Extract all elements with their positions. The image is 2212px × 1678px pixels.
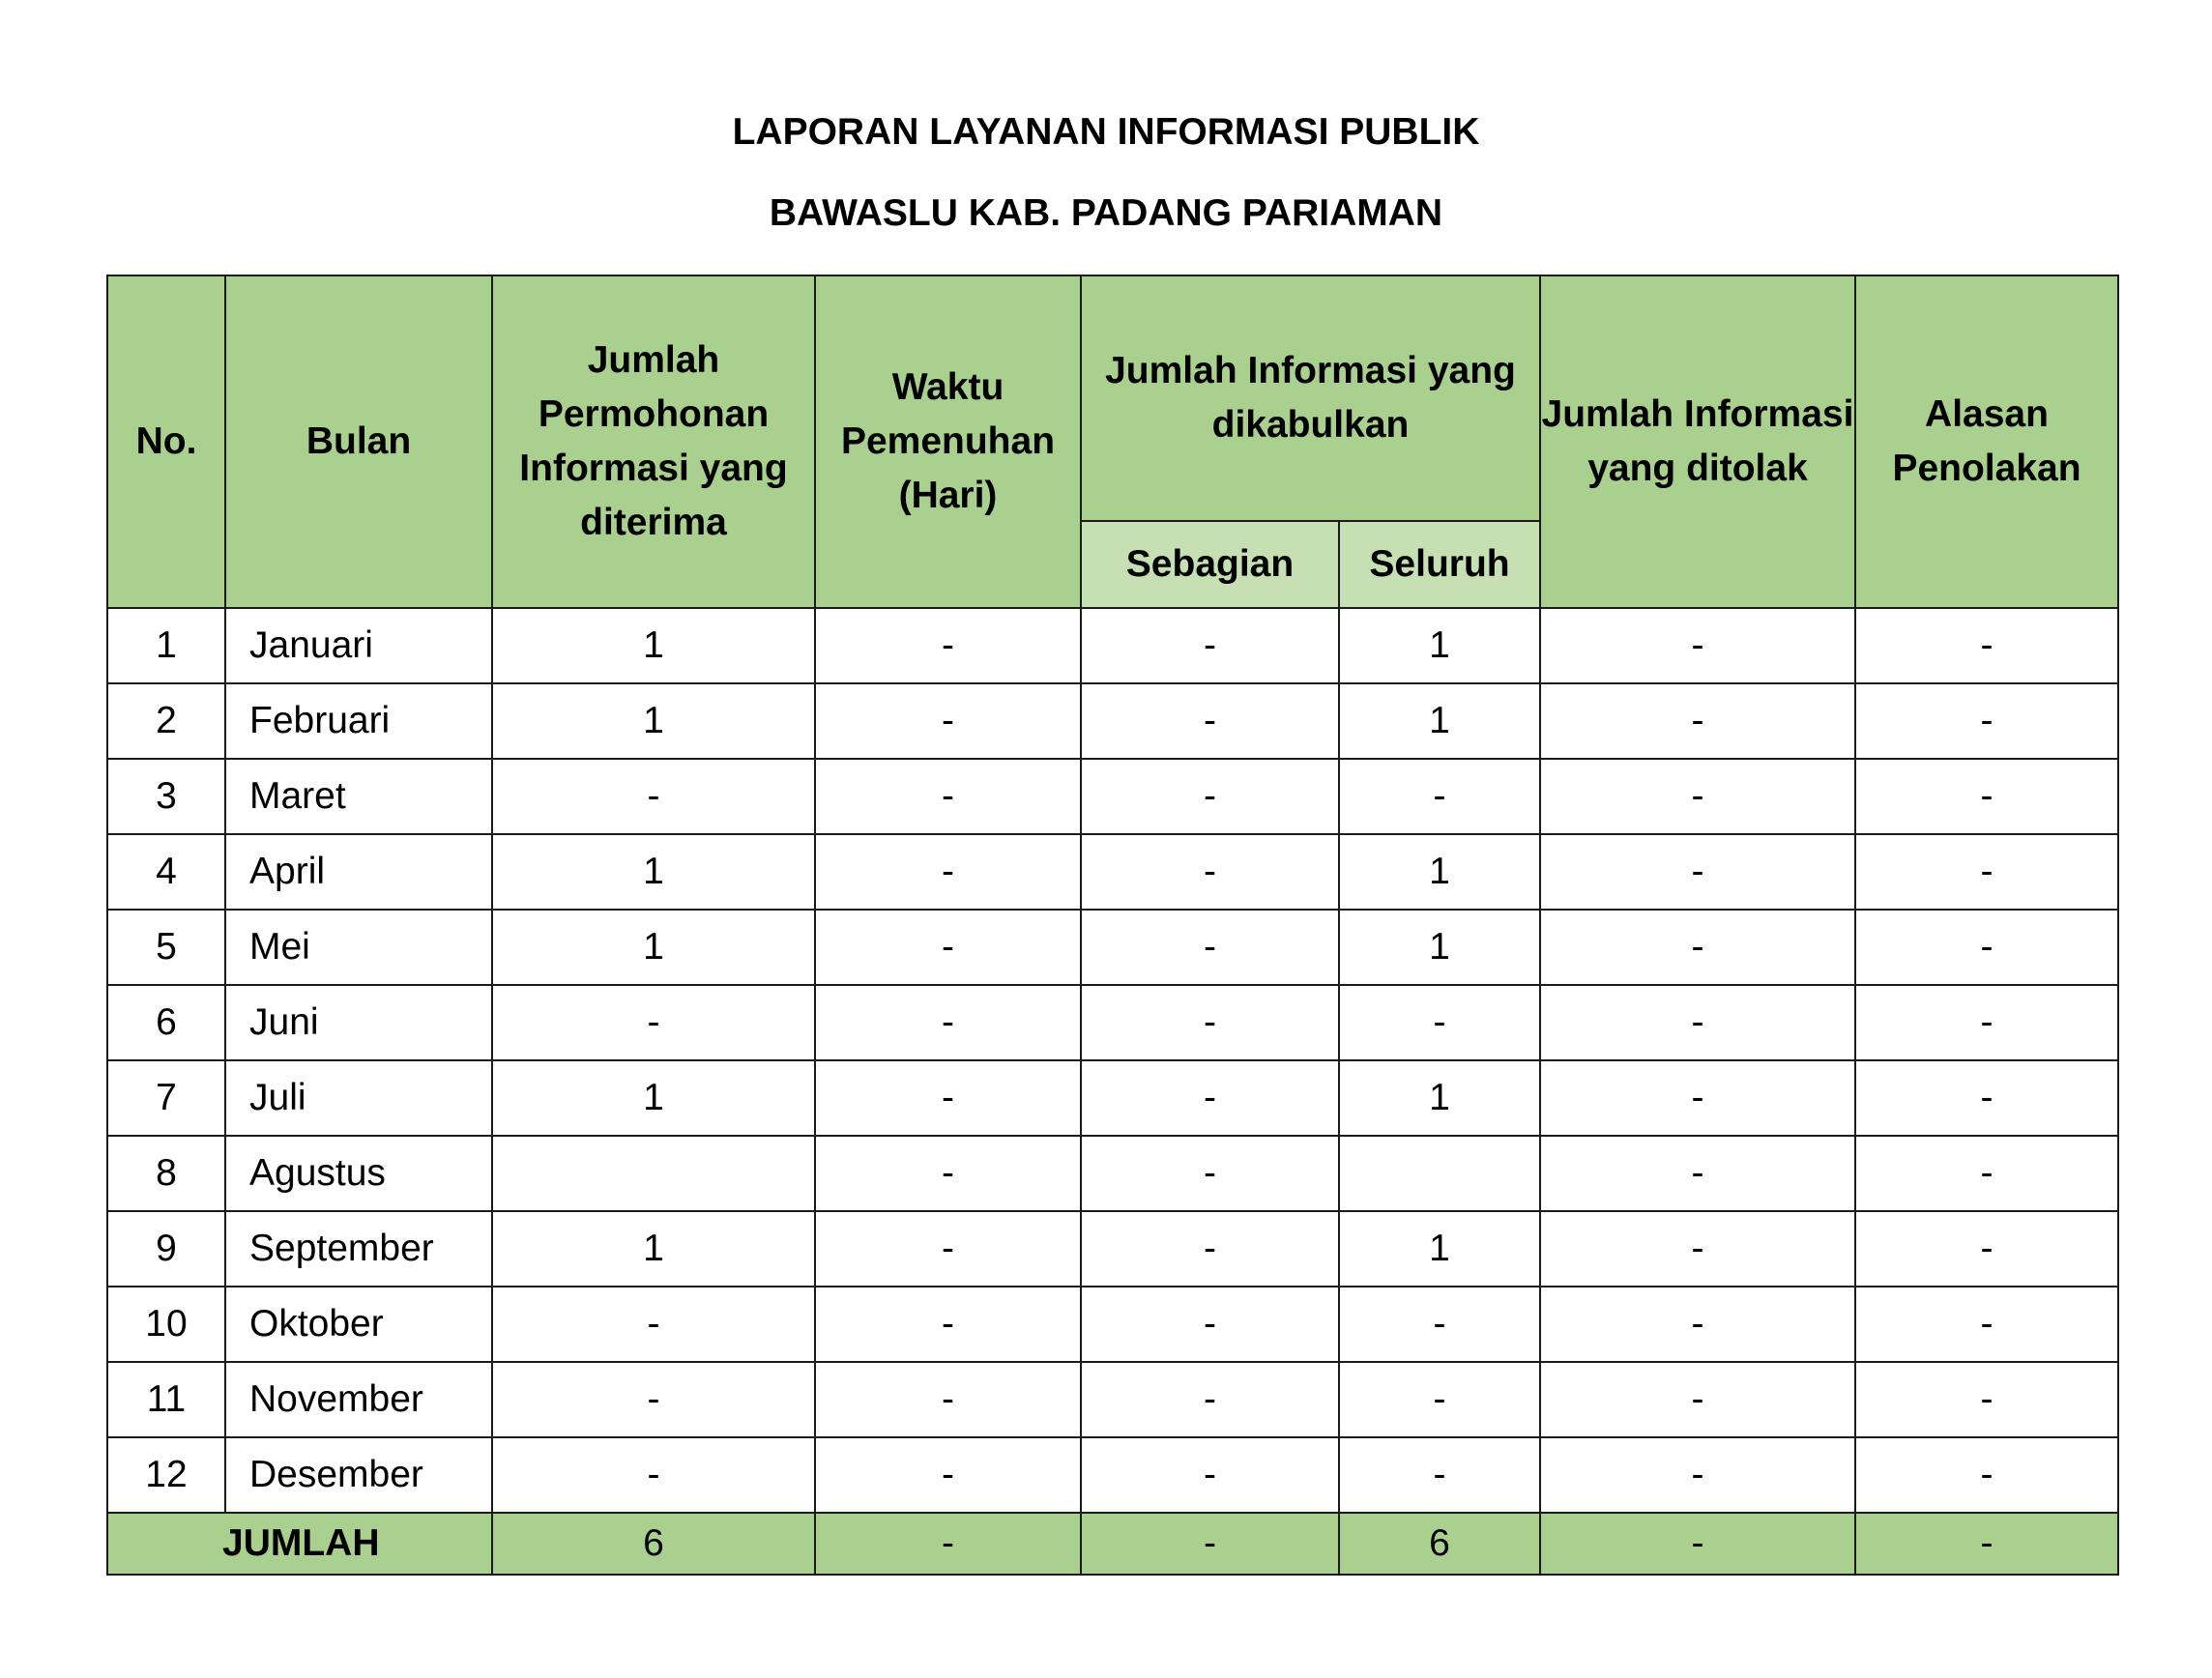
cell-waktu: - (815, 608, 1081, 683)
cell-waktu: - (815, 683, 1081, 759)
cell-no: 5 (107, 910, 225, 985)
cell-alasan: - (1855, 1211, 2118, 1287)
cell-seluruh: 1 (1339, 683, 1540, 759)
cell-permohonan: 1 (492, 608, 815, 683)
total-ditolak: - (1540, 1513, 1855, 1575)
cell-alasan: - (1855, 1362, 2118, 1437)
cell-ditolak: - (1540, 1437, 1855, 1513)
cell-no: 8 (107, 1136, 225, 1211)
cell-no: 4 (107, 834, 225, 910)
cell-waktu: - (815, 1060, 1081, 1136)
cell-no: 9 (107, 1211, 225, 1287)
cell-alasan: - (1855, 1060, 2118, 1136)
total-row (107, 1513, 2118, 1575)
document-subtitle: BAWASLU KAB. PADANG PARIAMAN (769, 192, 1443, 234)
cell-sebagian: - (1081, 1287, 1339, 1362)
cell-alasan: - (1855, 759, 2118, 834)
cell-sebagian: - (1081, 608, 1339, 683)
cell-waktu: - (815, 759, 1081, 834)
cell-bulan: Juli (225, 1060, 492, 1136)
header-waktu-pemenuhan: Waktu Pemenuhan (Hari) (815, 275, 1081, 608)
header-bulan: Bulan (225, 275, 492, 608)
cell-seluruh: - (1339, 1437, 1540, 1513)
cell-permohonan: 1 (492, 910, 815, 985)
total-permohonan: 6 (492, 1513, 815, 1575)
cell-seluruh: 1 (1339, 1211, 1540, 1287)
cell-alasan: - (1855, 910, 2118, 985)
cell-sebagian: - (1081, 834, 1339, 910)
cell-ditolak: - (1540, 1287, 1855, 1362)
cell-waktu: - (815, 834, 1081, 910)
cell-no: 11 (107, 1362, 225, 1437)
table-row (107, 1287, 2118, 1362)
cell-no: 2 (107, 683, 225, 759)
cell-ditolak: - (1540, 1211, 1855, 1287)
cell-waktu: - (815, 1211, 1081, 1287)
table-row (107, 985, 2118, 1060)
cell-sebagian: - (1081, 1211, 1339, 1287)
cell-sebagian: - (1081, 910, 1339, 985)
cell-alasan: - (1855, 1437, 2118, 1513)
cell-no: 6 (107, 985, 225, 1060)
table-row (107, 1211, 2118, 1287)
table-row (107, 759, 2118, 834)
cell-seluruh: 1 (1339, 1060, 1540, 1136)
table-body (107, 608, 2118, 1513)
header-jumlah-ditolak: Jumlah Informasi yang ditolak (1540, 275, 1855, 608)
cell-permohonan: 1 (492, 1060, 815, 1136)
total-seluruh: 6 (1339, 1513, 1540, 1575)
table-row (107, 1060, 2118, 1136)
cell-sebagian: - (1081, 1060, 1339, 1136)
cell-no: 7 (107, 1060, 225, 1136)
cell-bulan: November (225, 1362, 492, 1437)
table-row (107, 834, 2118, 910)
report-table (106, 275, 2119, 1576)
table-row (107, 608, 2118, 683)
cell-ditolak: - (1540, 1362, 1855, 1437)
cell-bulan: September (225, 1211, 492, 1287)
cell-seluruh: 1 (1339, 834, 1540, 910)
cell-alasan: - (1855, 683, 2118, 759)
cell-seluruh: - (1339, 1362, 1540, 1437)
cell-permohonan: 1 (492, 683, 815, 759)
cell-waktu: - (815, 1136, 1081, 1211)
cell-waktu: - (815, 1437, 1081, 1513)
cell-sebagian: - (1081, 683, 1339, 759)
cell-alasan: - (1855, 1287, 2118, 1362)
table-row (107, 1136, 2118, 1211)
cell-ditolak: - (1540, 1060, 1855, 1136)
header-jumlah-permohonan: Jumlah Permohonan Informasi yang diterima (492, 275, 815, 608)
cell-ditolak: - (1540, 759, 1855, 834)
cell-no: 3 (107, 759, 225, 834)
total-sebagian: - (1081, 1513, 1339, 1575)
cell-seluruh: 1 (1339, 608, 1540, 683)
cell-alasan: - (1855, 608, 2118, 683)
table-row (107, 1362, 2118, 1437)
cell-alasan: - (1855, 1136, 2118, 1211)
total-alasan: - (1855, 1513, 2118, 1575)
cell-bulan: Januari (225, 608, 492, 683)
cell-sebagian: - (1081, 1362, 1339, 1437)
cell-bulan: Juni (225, 985, 492, 1060)
cell-bulan: April (225, 834, 492, 910)
cell-permohonan: - (492, 1287, 815, 1362)
cell-permohonan: - (492, 1437, 815, 1513)
cell-bulan: Mei (225, 910, 492, 985)
cell-bulan: Agustus (225, 1136, 492, 1211)
cell-bulan: Oktober (225, 1287, 492, 1362)
cell-ditolak: - (1540, 834, 1855, 910)
table-row (107, 683, 2118, 759)
cell-waktu: - (815, 910, 1081, 985)
cell-waktu: - (815, 1287, 1081, 1362)
cell-bulan: Februari (225, 683, 492, 759)
table-row (107, 1437, 2118, 1513)
cell-permohonan (492, 1136, 815, 1211)
cell-sebagian: - (1081, 1437, 1339, 1513)
header-sebagian: Sebagian (1081, 521, 1339, 608)
cell-ditolak: - (1540, 985, 1855, 1060)
cell-seluruh: - (1339, 759, 1540, 834)
header-seluruh: Seluruh (1339, 521, 1540, 608)
cell-alasan: - (1855, 834, 2118, 910)
cell-permohonan: 1 (492, 834, 815, 910)
cell-no: 12 (107, 1437, 225, 1513)
cell-seluruh: - (1339, 1287, 1540, 1362)
cell-seluruh: 1 (1339, 910, 1540, 985)
cell-sebagian: - (1081, 1136, 1339, 1211)
cell-ditolak: - (1540, 608, 1855, 683)
cell-permohonan: - (492, 1362, 815, 1437)
cell-ditolak: - (1540, 910, 1855, 985)
document-title: LAPORAN LAYANAN INFORMASI PUBLIK (732, 111, 1480, 153)
cell-seluruh (1339, 1136, 1540, 1211)
cell-no: 1 (107, 608, 225, 683)
total-waktu: - (815, 1513, 1081, 1575)
cell-ditolak: - (1540, 683, 1855, 759)
cell-permohonan: - (492, 985, 815, 1060)
cell-permohonan: 1 (492, 1211, 815, 1287)
header-no: No. (107, 275, 225, 608)
header-alasan-penolakan: Alasan Penolakan (1855, 275, 2118, 608)
cell-permohonan: - (492, 759, 815, 834)
cell-no: 10 (107, 1287, 225, 1362)
cell-bulan: Desember (225, 1437, 492, 1513)
cell-alasan: - (1855, 985, 2118, 1060)
cell-sebagian: - (1081, 985, 1339, 1060)
table-row (107, 910, 2118, 985)
cell-waktu: - (815, 985, 1081, 1060)
cell-seluruh: - (1339, 985, 1540, 1060)
cell-bulan: Maret (225, 759, 492, 834)
total-label: JUMLAH (107, 1513, 492, 1575)
cell-waktu: - (815, 1362, 1081, 1437)
cell-sebagian: - (1081, 759, 1339, 834)
header-jumlah-dikabulkan: Jumlah Informasi yang dikabulkan (1081, 275, 1540, 521)
cell-ditolak: - (1540, 1136, 1855, 1211)
